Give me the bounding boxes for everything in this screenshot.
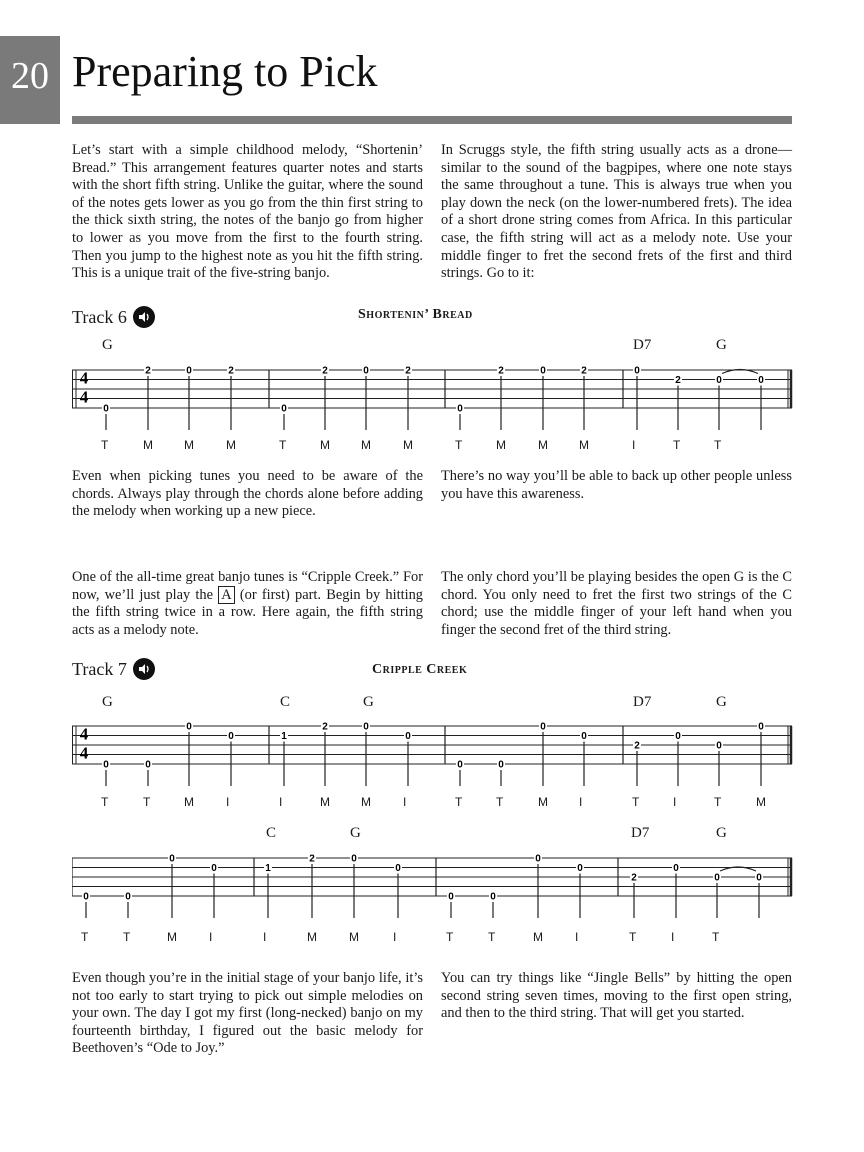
chord-symbol: C (266, 825, 277, 841)
picking-finger-letter: M (226, 438, 236, 452)
picking-finger-letter: M (579, 438, 589, 452)
chord-symbol: D7 (633, 337, 652, 353)
chords-awareness-right: There’s no way you’ll be able to back up other people unless you have this awareness. (441, 468, 792, 502)
fret-number: 0 (103, 403, 109, 415)
title-rule (72, 116, 792, 124)
page-number: 20 (11, 55, 49, 97)
fret-number: 0 (675, 731, 681, 742)
picking-finger-letter: M (361, 438, 371, 452)
chord-symbol: G (716, 694, 727, 710)
picking-finger-letter: T (632, 795, 640, 809)
chords-awareness-left: Even when picking tunes you need to be aware of the chords. Always play through the chords alone before adding the melody when working up a new piece. (72, 468, 423, 520)
picking-finger-letter: M (184, 438, 194, 452)
picking-finger-letter: M (143, 438, 153, 452)
fret-number: 2 (145, 365, 151, 377)
picking-finger-letter: I (575, 930, 579, 944)
fret-number: 0 (535, 853, 541, 865)
fret-number: 0 (186, 721, 192, 733)
picking-finger-letter: I (632, 438, 636, 452)
picking-finger-letter: M (756, 795, 766, 809)
fret-number: 0 (714, 872, 720, 884)
part-a-box: A (218, 586, 234, 604)
picking-finger-letter: I (393, 930, 397, 944)
chord-symbol: G (716, 825, 727, 841)
tune-title-cripple-creek: Cripple Creek (372, 662, 468, 677)
fret-number: 2 (581, 365, 587, 377)
picking-finger-letter: M (320, 438, 330, 452)
fret-number: 0 (169, 853, 175, 865)
picking-finger-letter: T (488, 930, 496, 944)
fret-number: 2 (322, 365, 328, 377)
fret-number: 0 (448, 891, 454, 903)
picking-finger-letter: I (671, 930, 675, 944)
fret-number: 0 (758, 721, 764, 733)
picking-finger-letter: T (101, 795, 109, 809)
tab-staff-cripple-creek-line-1 (72, 718, 796, 794)
intro-text-a: One of the all-time great banjo tunes is “Cripple Creek.” For now, we’ll just play the (72, 569, 423, 603)
picking-finger-letter: M (320, 795, 330, 809)
chord-symbol: D7 (633, 694, 652, 710)
fret-number: 0 (716, 740, 722, 752)
fret-number: 0 (758, 375, 764, 386)
outro-left-paragraph: Even though you’re in the initial stage of your banjo life, it’s not too early to start trying to pick out simple melodies on your own. The day I got my first (long-necked) banjo on my fourteenth birthday, I figured out the basic melody for Beethoven’s “Ode to Joy.” (72, 970, 423, 1057)
fret-number: 0 (540, 365, 546, 377)
picking-finger-letter: M (533, 930, 543, 944)
picking-finger-letter: I (579, 795, 583, 809)
chord-symbol: G (716, 337, 727, 353)
fret-number: 0 (395, 863, 401, 874)
picking-finger-letter: M (496, 438, 506, 452)
fret-number: 0 (716, 375, 722, 386)
chord-symbol: D7 (631, 825, 650, 841)
picking-finger-letter: T (279, 438, 287, 452)
time-signature-bottom: 4 (79, 387, 89, 407)
fret-number: 2 (405, 365, 411, 377)
fret-number: 2 (228, 365, 234, 377)
chord-symbol: G (363, 694, 374, 710)
time-signature-top: 4 (79, 724, 89, 744)
page-title: Preparing to Pick (72, 47, 378, 96)
cripple-creek-intro-right: The only chord you’ll be playing besides the open G is the C chord. You only need to fret the first two strings of the C chord; use the middle finger of your left hand when you finger the second fret of the third string. (441, 569, 792, 638)
fret-number: 0 (186, 365, 192, 377)
fret-number: 0 (281, 403, 287, 415)
picking-finger-letter: M (167, 930, 177, 944)
speaker-icon[interactable] (133, 658, 155, 680)
picking-finger-letter: T (455, 438, 463, 452)
fret-number: 0 (211, 863, 217, 874)
outro-right-paragraph: You can try things like “Jingle Bells” by hitting the open second string seven times, moving to the first open string, and then to the third string. That will get you started. (441, 970, 792, 1022)
fret-number: 0 (125, 891, 131, 903)
fret-number: 0 (457, 403, 463, 415)
picking-fingers-row (72, 795, 796, 811)
picking-finger-letter: M (403, 438, 413, 452)
intro-text-b: (or first) part. Begin by hitting the fifth string twice in a row. Here again, the fifth string acts as a melody note. (72, 586, 423, 638)
picking-finger-letter: T (81, 930, 89, 944)
picking-finger-letter: T (143, 795, 151, 809)
fret-number: 0 (581, 731, 587, 742)
fret-number: 0 (756, 872, 762, 884)
fret-number: 0 (145, 759, 151, 771)
picking-finger-letter: I (226, 795, 230, 809)
picking-finger-letter: T (496, 795, 504, 809)
tab-staff-cripple-creek-line-2 (72, 850, 796, 926)
fret-number: 0 (634, 365, 640, 377)
fret-number: 2 (675, 375, 681, 386)
picking-finger-letter: T (446, 930, 454, 944)
fret-number: 2 (498, 365, 504, 377)
fret-number: 2 (634, 740, 640, 752)
chord-symbol: G (102, 694, 113, 710)
fret-number: 0 (457, 759, 463, 771)
fret-number: 0 (498, 759, 504, 771)
intro-left-paragraph: Let’s start with a simple childhood melody, “Shortenin’ Bread.” This arrangement features quarter notes and starts with the short fifth string. Unlike the guitar, where the sound of the notes gets lower as you go from the thin first string to the thick sixth string, the notes of the banjo go from higher to lower as you move from the first to the fourth string. Then you jump to the highest note as you hit the fifth string. This is a unique trait of the five-string banjo. (72, 142, 423, 282)
fret-number: 0 (83, 891, 89, 903)
picking-finger-letter: M (538, 795, 548, 809)
time-signature-top: 4 (79, 368, 89, 388)
chord-symbol: G (102, 337, 113, 353)
fret-number: 0 (490, 891, 496, 903)
picking-finger-letter: I (279, 795, 283, 809)
chord-symbol: G (350, 825, 361, 841)
fret-number: 0 (405, 731, 411, 742)
picking-finger-letter: T (101, 438, 109, 452)
fret-number: 0 (228, 731, 234, 742)
picking-finger-letter: T (455, 795, 463, 809)
fret-number: 0 (577, 863, 583, 874)
fret-number: 1 (265, 863, 271, 874)
picking-finger-letter: T (714, 795, 722, 809)
fret-number: 0 (540, 721, 546, 733)
picking-finger-letter: M (184, 795, 194, 809)
fret-number: 0 (363, 721, 369, 733)
picking-finger-letter: I (403, 795, 407, 809)
track-label: Track 7 (72, 658, 127, 679)
chord-symbol: C (280, 694, 291, 710)
fret-number: 0 (673, 863, 679, 874)
tune-title-shortenin-bread: Shortenin’ Bread (358, 307, 473, 322)
cripple-creek-intro-left (72, 569, 423, 639)
intro-right-paragraph: In Scruggs style, the fifth string usually acts as a drone—similar to the sound of the bagpipes, where one note stays the same throughout a tune. This is always true when you play down the neck (on the lower-numbered frets). The idea of a short drone string comes from Africa. In this particular case, the fifth string will act as a melody note. Use your middle finger to fret the second frets of the first and third strings. Go to it: (441, 142, 792, 282)
fret-number: 2 (322, 721, 328, 733)
picking-fingers-row (72, 930, 796, 946)
fret-number: 1 (281, 731, 287, 742)
picking-finger-letter: T (123, 930, 131, 944)
track-6-label[interactable] (72, 306, 155, 328)
picking-finger-letter: M (307, 930, 317, 944)
picking-fingers-row (72, 438, 796, 454)
track-label: Track 6 (72, 306, 127, 327)
picking-finger-letter: M (349, 930, 359, 944)
fret-number: 2 (631, 872, 637, 884)
picking-finger-letter: T (673, 438, 681, 452)
picking-finger-letter: T (712, 930, 720, 944)
speaker-icon[interactable] (133, 306, 155, 328)
picking-finger-letter: M (538, 438, 548, 452)
picking-finger-letter: T (714, 438, 722, 452)
picking-finger-letter: I (209, 930, 213, 944)
fret-number: 0 (351, 853, 357, 865)
fret-number: 0 (103, 759, 109, 771)
fret-number: 0 (363, 365, 369, 377)
tab-staff-shortenin-bread (72, 362, 796, 438)
picking-finger-letter: I (263, 930, 267, 944)
picking-finger-letter: M (361, 795, 371, 809)
track-7-label[interactable] (72, 658, 155, 680)
picking-finger-letter: T (629, 930, 637, 944)
time-signature-bottom: 4 (79, 743, 89, 763)
picking-finger-letter: I (673, 795, 677, 809)
fret-number: 2 (309, 853, 315, 865)
